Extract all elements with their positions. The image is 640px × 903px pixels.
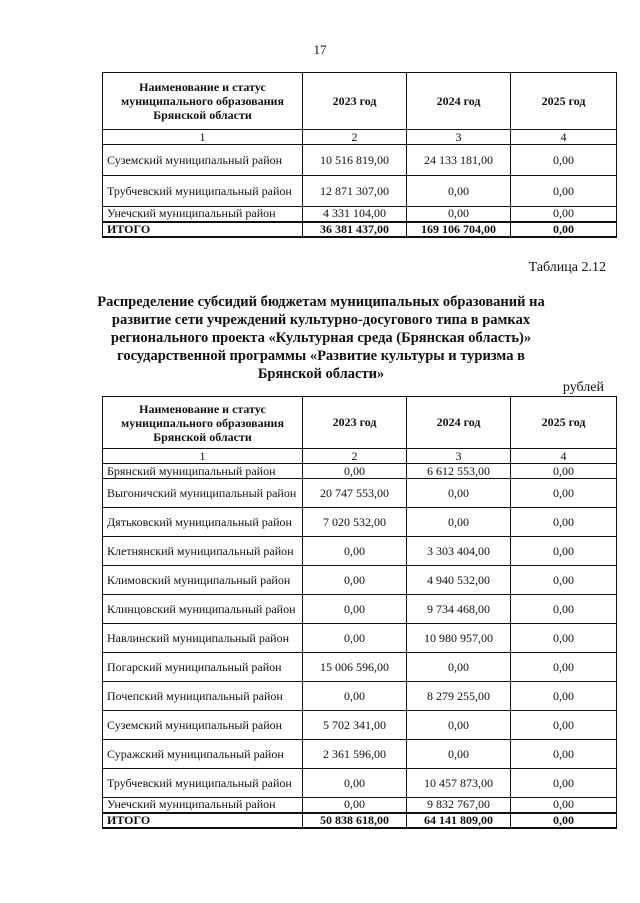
header-2025: 2025 год <box>511 73 617 130</box>
value-2025-cell: 0,00 <box>511 508 617 537</box>
district-name-cell: Трубчевский муниципальный район <box>103 176 303 207</box>
value-2024-cell: 0,00 <box>407 653 511 682</box>
value-2025-cell: 0,00 <box>511 653 617 682</box>
value-2025-cell: 0,00 <box>511 176 617 207</box>
value-2023-cell: 0,00 <box>303 566 407 595</box>
total-2023-cell: 50 838 618,00 <box>303 813 407 828</box>
subsidy-table-2-12 <box>102 396 617 829</box>
value-2024-cell: 0,00 <box>407 207 511 222</box>
table-row <box>103 176 617 207</box>
column-number: 4 <box>511 130 617 145</box>
value-2024-cell: 0,00 <box>407 176 511 207</box>
value-2023-cell: 5 702 341,00 <box>303 711 407 740</box>
value-2023-cell: 10 516 819,00 <box>303 145 407 176</box>
district-name-cell: Выгоничский муниципальный район <box>103 479 303 508</box>
district-name-cell: Суражский муниципальный район <box>103 740 303 769</box>
value-2025-cell: 0,00 <box>511 566 617 595</box>
district-name-cell: Погарский муниципальный район <box>103 653 303 682</box>
table-row <box>103 653 617 682</box>
value-2025-cell: 0,00 <box>511 682 617 711</box>
value-2023-cell: 15 006 596,00 <box>303 653 407 682</box>
table-body <box>103 449 617 828</box>
value-2025-cell: 0,00 <box>511 624 617 653</box>
value-2023-cell: 0,00 <box>303 595 407 624</box>
district-name-cell: Брянский муниципальный район <box>103 464 303 479</box>
column-numbers-row <box>103 130 617 145</box>
units-label: рублей <box>562 380 604 395</box>
value-2024-cell: 9 734 468,00 <box>407 595 511 624</box>
header-name: Наименование и статус муниципального образования Брянской области <box>103 73 303 130</box>
value-2025-cell: 0,00 <box>511 537 617 566</box>
total-row <box>103 813 617 828</box>
table-row <box>103 464 617 479</box>
value-2023-cell: 0,00 <box>303 682 407 711</box>
value-2025-cell: 0,00 <box>511 595 617 624</box>
value-2024-cell: 24 133 181,00 <box>407 145 511 176</box>
value-2023-cell: 7 020 532,00 <box>303 508 407 537</box>
table-title: Распределение субсидий бюджетам муниципальных образований на развитие сети учреждений культурно-досугового типа в рамках регионального проекта «Культурная среда (Брянская область)» государственной программы «Развитие культуры и туризма в Брянской области» <box>97 294 545 382</box>
table-row <box>103 711 617 740</box>
column-number: 3 <box>407 130 511 145</box>
value-2023-cell: 0,00 <box>303 798 407 813</box>
header-2024: 2024 год <box>407 397 511 449</box>
value-2025-cell: 0,00 <box>511 207 617 222</box>
district-name-cell: Дятьковский муниципальный район <box>103 508 303 537</box>
district-name-cell: Почепский муниципальный район <box>103 682 303 711</box>
column-number: 2 <box>303 449 407 464</box>
value-2024-cell: 0,00 <box>407 479 511 508</box>
value-2024-cell: 4 940 532,00 <box>407 566 511 595</box>
district-name-cell: Клинцовский муниципальный район <box>103 595 303 624</box>
header-2023: 2023 год <box>303 73 407 130</box>
total-label-cell: ИТОГО <box>103 222 303 237</box>
subsidy-table-continued <box>102 72 617 238</box>
table-row <box>103 624 617 653</box>
value-2024-cell: 0,00 <box>407 508 511 537</box>
header-2025: 2025 год <box>511 397 617 449</box>
column-number: 2 <box>303 130 407 145</box>
table-row <box>103 595 617 624</box>
value-2024-cell: 10 457 873,00 <box>407 769 511 798</box>
value-2025-cell: 0,00 <box>511 479 617 508</box>
column-numbers-row <box>103 449 617 464</box>
district-name-cell: Унечский муниципальный район <box>103 207 303 222</box>
table-row <box>103 508 617 537</box>
header-2023: 2023 год <box>303 397 407 449</box>
district-name-cell: Клетнянский муниципальный район <box>103 537 303 566</box>
value-2025-cell: 0,00 <box>511 740 617 769</box>
total-label-cell: ИТОГО <box>103 813 303 828</box>
value-2023-cell: 4 331 104,00 <box>303 207 407 222</box>
table-row <box>103 798 617 813</box>
table-row <box>103 740 617 769</box>
value-2025-cell: 0,00 <box>511 769 617 798</box>
header-name: Наименование и статус муниципального образования Брянской области <box>103 397 303 449</box>
value-2023-cell: 2 361 596,00 <box>303 740 407 769</box>
table-row <box>103 769 617 798</box>
value-2024-cell: 8 279 255,00 <box>407 682 511 711</box>
district-name-cell: Суземский муниципальный район <box>103 145 303 176</box>
column-number: 1 <box>103 449 303 464</box>
table-row <box>103 207 617 222</box>
value-2024-cell: 10 980 957,00 <box>407 624 511 653</box>
value-2025-cell: 0,00 <box>511 711 617 740</box>
total-row <box>103 222 617 237</box>
total-2025-cell: 0,00 <box>511 222 617 237</box>
value-2023-cell: 0,00 <box>303 464 407 479</box>
total-2024-cell: 64 141 809,00 <box>407 813 511 828</box>
value-2025-cell: 0,00 <box>511 798 617 813</box>
table-row <box>103 479 617 508</box>
table-row <box>103 537 617 566</box>
page-number: 17 <box>313 42 327 57</box>
value-2023-cell: 0,00 <box>303 769 407 798</box>
value-2023-cell: 20 747 553,00 <box>303 479 407 508</box>
district-name-cell: Навлинский муниципальный район <box>103 624 303 653</box>
district-name-cell: Унечский муниципальный район <box>103 798 303 813</box>
column-number: 1 <box>103 130 303 145</box>
table-row <box>103 145 617 176</box>
value-2025-cell: 0,00 <box>511 464 617 479</box>
value-2023-cell: 12 871 307,00 <box>303 176 407 207</box>
table-label: Таблица 2.12 <box>528 260 606 275</box>
value-2024-cell: 3 303 404,00 <box>407 537 511 566</box>
header-2024: 2024 год <box>407 73 511 130</box>
column-number: 4 <box>511 449 617 464</box>
value-2024-cell: 0,00 <box>407 711 511 740</box>
table-row <box>103 566 617 595</box>
total-2025-cell: 0,00 <box>511 813 617 828</box>
table-body <box>103 130 617 237</box>
value-2024-cell: 9 832 767,00 <box>407 798 511 813</box>
table-row <box>103 682 617 711</box>
value-2024-cell: 6 612 553,00 <box>407 464 511 479</box>
district-name-cell: Суземский муниципальный район <box>103 711 303 740</box>
value-2023-cell: 0,00 <box>303 624 407 653</box>
value-2025-cell: 0,00 <box>511 145 617 176</box>
value-2023-cell: 0,00 <box>303 537 407 566</box>
district-name-cell: Климовский муниципальный район <box>103 566 303 595</box>
value-2024-cell: 0,00 <box>407 740 511 769</box>
column-number: 3 <box>407 449 511 464</box>
total-2023-cell: 36 381 437,00 <box>303 222 407 237</box>
total-2024-cell: 169 106 704,00 <box>407 222 511 237</box>
district-name-cell: Трубчевский муниципальный район <box>103 769 303 798</box>
